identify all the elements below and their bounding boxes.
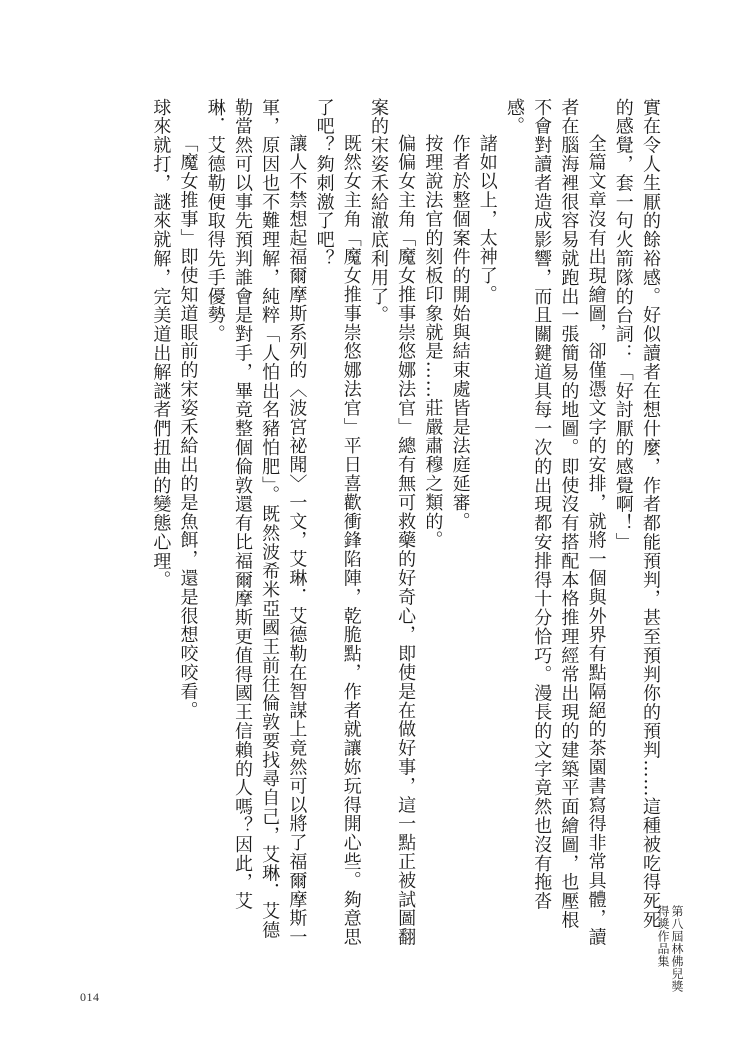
paragraph-3: 諸如以上，太神了。 bbox=[476, 134, 498, 305]
page-number: 014 bbox=[80, 990, 100, 1004]
book-title: 第八屆林佛兒獎得獎作品集 bbox=[656, 905, 684, 993]
paragraph-10: 球來就打，謎來就解，完美道出解謎者們扭曲的變態心理。 bbox=[150, 98, 172, 590]
paragraph-8: 讓人不禁想起福爾摩斯系列的〈波宮祕聞〉一文，艾琳．艾德勒在智謀上竟然可以將了福爾摩斯一軍，原因也不難理解，純粹「人怕出名豬怕肥」。既然波希米亞國王前往倫敦要找尋自己，艾琳．艾德勒當然可以事先預判誰會是對手，畢竟整個倫敦還有比福爾摩斯更值得國王信賴的人嗎？因此，艾琳．艾德勒便取得先手優勢。 bbox=[204, 98, 308, 947]
paragraph-6: 偏偏女主角「魔女推事崇悠娜法官」總有無可救藥的好奇心，即使是在做好事，這一點正被試圖翻案的宋姿禾給澈底利用了。 bbox=[367, 98, 417, 947]
paragraph-5: 按理說法官的刻板印象就是……莊嚴肅穆之類的。 bbox=[422, 134, 444, 550]
paragraph-9: 「魔女推事」即使知道眼前的宋姿禾給出的是魚餌，還是很想咬咬看。 bbox=[177, 134, 199, 720]
body-text bbox=[89, 98, 664, 948]
paragraph-1: 實在令人生厭的餘裕感。好似讀者在想什麼，作者都能預判，甚至預判你的預判……這種被吃得死死的感覺，套一句火箭隊的台詞：「好討厭的感覺啊！」 bbox=[612, 98, 661, 930]
paragraph-7: 既然女主角「魔女推事崇悠娜法官」平日喜歡衝鋒陷陣，乾脆點，作者就讓妳玩得開心些。夠意思了吧？夠刺激了吧？ bbox=[313, 98, 362, 947]
paragraph-4: 作者於整個案件的開始與結束處皆是法庭延審。 bbox=[449, 134, 471, 531]
paragraph-2: 全篇文章沒有出現繪圖，卻僅憑文字的安排，就將一個與外界有點隔絕的茶園書寫得非常具體，讀者在腦海裡很容易就跑出一張簡易的地圖。即使沒有搭配本格推理經常出現的建築平面繪圖，也壓根不會對讀者造成影響，而且關鍵道具每一次的出現都安排得十分恰巧。漫長的文字竟然也沒有拖沓感。 bbox=[503, 98, 607, 947]
